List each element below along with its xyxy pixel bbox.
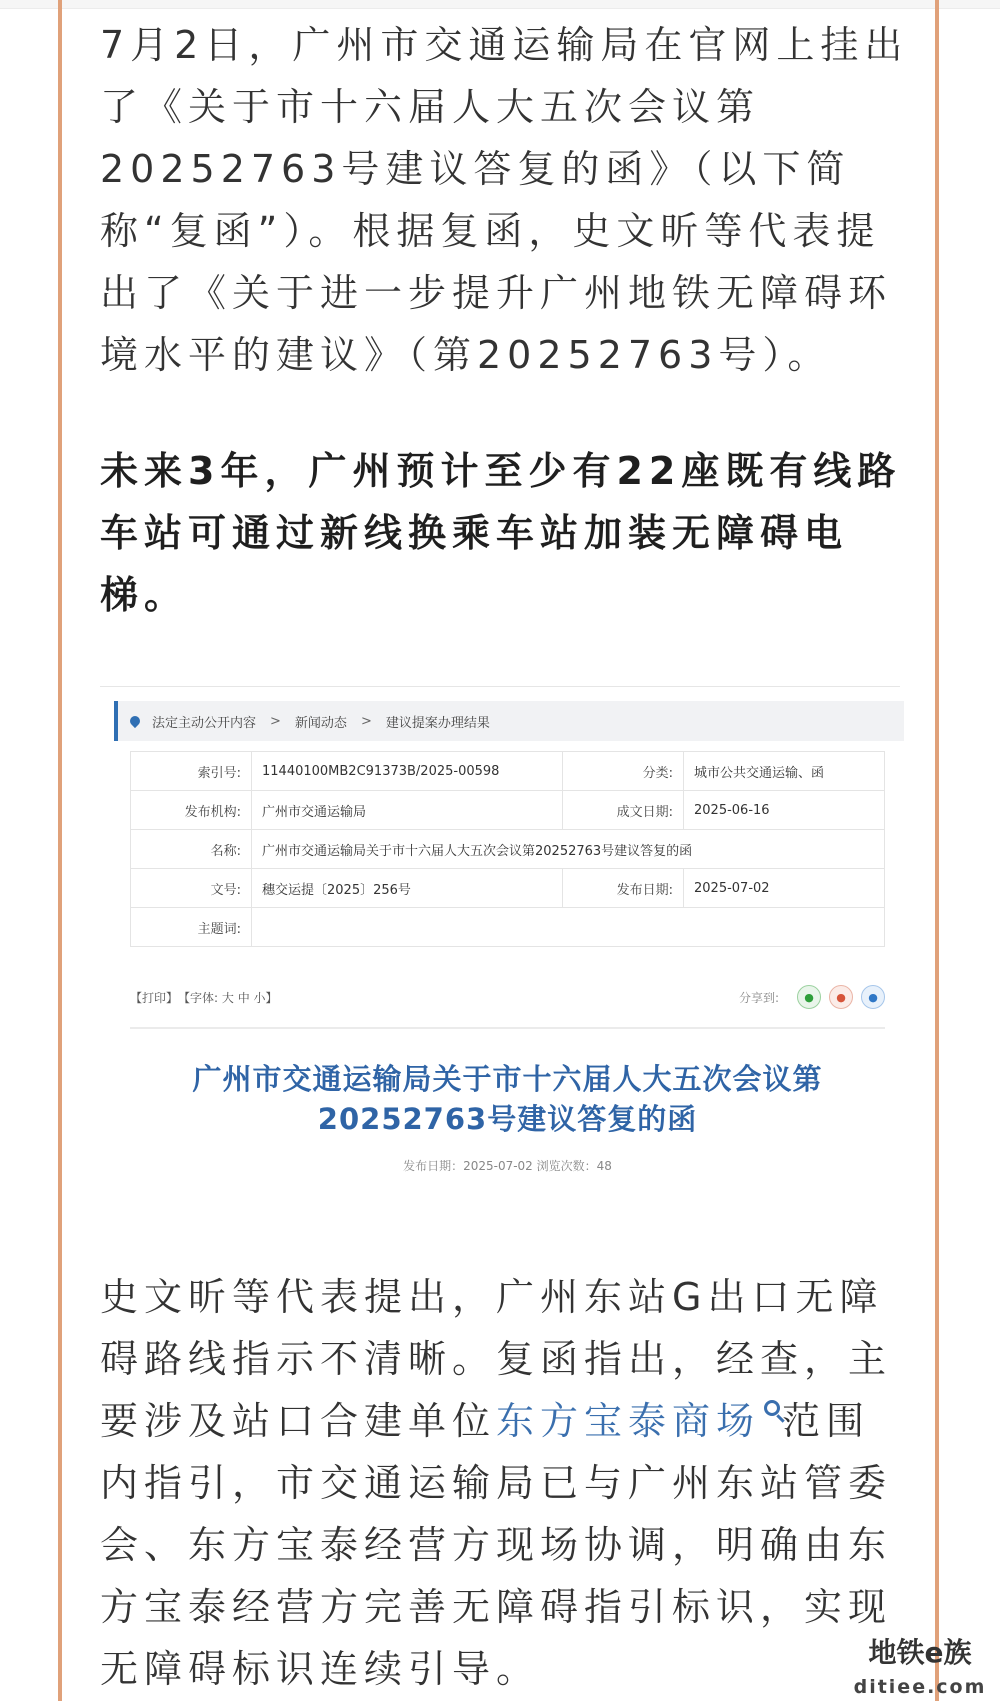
watermark: [840, 1636, 1000, 1704]
watermark-name: 地铁e族: [868, 1636, 972, 1669]
doc-number-label: 文号:: [131, 869, 252, 908]
location-pin-icon: [128, 714, 142, 728]
document-meta-table: [130, 751, 885, 947]
paragraph-3-text-b: 范围内指引，市交通运输局已与广州东站管委会、东方宝泰经营方现场协调，明确由东方宝泰经营方完善无障碍指引标识，实现无障碍标识连续引导。: [100, 1399, 893, 1691]
publisher-label: 发布机构:: [131, 791, 252, 830]
keywords-label: 主题词:: [131, 908, 252, 947]
table-row: [131, 830, 885, 869]
table-row: [131, 791, 885, 830]
top-strip: [0, 0, 1000, 9]
keywords-value: [252, 908, 885, 947]
category-label: 分类:: [563, 752, 684, 791]
written-date-value: 2025-06-16: [684, 791, 885, 830]
article-paragraph-bold: 未来3年，广州预计至少有22座既有线路车站可通过新线换乘车站加装无障碍电梯。: [100, 449, 902, 617]
table-row: [131, 908, 885, 947]
font-size-switch[interactable]: 【字体: 大 中 小】: [178, 990, 278, 1005]
chevron-right-icon: >: [360, 713, 372, 729]
left-border: [58, 0, 62, 1701]
article-paragraph-1: 7月2日，广州市交通运输局在官网上挂出了《关于市十六届人大五次会议第20252763号建议答复的函》（以下简称“复函”）。根据复函，史文昕等代表提出了《关于进一步提升广州地铁无障碍环境水平的建议》（第20252763号）。: [100, 23, 909, 377]
qq-share-icon[interactable]: ●: [861, 985, 885, 1009]
search-icon[interactable]: [764, 1400, 780, 1416]
name-label: 名称:: [131, 830, 252, 869]
paragraph-3-text-a: 史文昕等代表提出，广州东站G出口无障碍路线指示不清晰。复函指出，经查，主要涉及站口合建单位: [100, 1275, 893, 1443]
name-value: 广州市交通运输局关于市十六届人大五次会议第20252763号建议答复的函: [252, 830, 885, 869]
embedded-screenshot: [100, 686, 900, 1207]
document-title: [130, 1059, 885, 1139]
chevron-right-icon: >: [270, 713, 281, 729]
right-border: [935, 0, 939, 1701]
index-value: 11440100MB2C91373B/2025-00598: [252, 752, 563, 791]
index-label: 索引号:: [131, 752, 252, 791]
publish-date-label: 发布日期:: [563, 869, 684, 908]
table-row: [131, 869, 885, 908]
written-date-label: 成文日期:: [563, 791, 684, 830]
category-value: 城市公共交通运输、函: [684, 752, 885, 791]
share-label: 分享到:: [738, 990, 779, 1005]
doc-number-value: 穗交运提〔2025〕256号: [252, 869, 563, 908]
watermark-domain: ditiee.com: [853, 1676, 987, 1698]
publish-date-value: 2025-07-02: [684, 869, 885, 908]
print-link[interactable]: 【打印】: [130, 990, 179, 1005]
keyword-link[interactable]: 东方宝泰商场: [496, 1399, 761, 1443]
breadcrumb-item[interactable]: 新闻动态: [294, 715, 347, 731]
divider: [130, 1027, 885, 1029]
document-title-line-2: 20252763号建议答复的函: [317, 1102, 698, 1136]
document-publish-info: 发布日期：2025-07-02 浏览次数：48: [403, 1159, 612, 1173]
document-title-line-1: 广州市交通运输局关于市十六届人大五次会议第: [192, 1062, 823, 1096]
weibo-share-icon[interactable]: ●: [829, 985, 853, 1009]
breadcrumb-item[interactable]: 法定主动公开内容: [152, 715, 257, 731]
document-toolbar: [130, 985, 885, 1009]
wechat-share-icon[interactable]: ●: [797, 985, 821, 1009]
table-row: [131, 752, 885, 791]
publisher-value: 广州市交通运输局: [252, 791, 563, 830]
breadcrumb: [114, 701, 904, 741]
article-paragraph-3: [100, 1266, 910, 1700]
breadcrumb-item[interactable]: 建议提案办理结果: [385, 715, 490, 731]
